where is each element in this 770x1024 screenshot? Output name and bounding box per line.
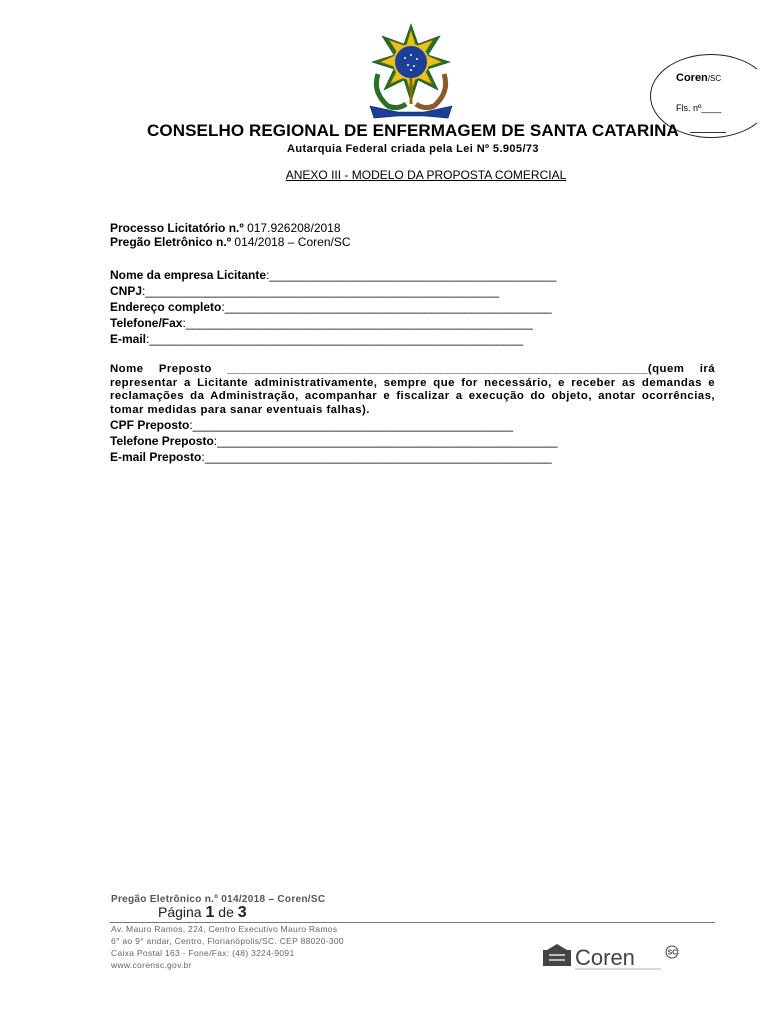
pregao-number: Pregão Eletrônico n.º 014/2018 – Coren/SC bbox=[110, 235, 351, 249]
cpf-preposto-field[interactable]: CPF Preposto:________________________________________________ bbox=[110, 418, 514, 432]
stamp-title: Coren/SC bbox=[676, 72, 722, 84]
page-subtitle: Autarquia Federal criada pela Lei Nº 5.905/73 bbox=[287, 143, 539, 155]
svg-text:SC: SC bbox=[667, 949, 678, 957]
coren-logo bbox=[543, 944, 683, 972]
page-number: Página 1 de 3 bbox=[158, 904, 247, 921]
annex-title: ANEXO III - MODELO DA PROPOSTA COMERCIAL bbox=[285, 168, 567, 182]
coren-logo-icon bbox=[543, 944, 683, 972]
footer-pregao: Pregão Eletrônico n.º 014/2018 – Coren/SC bbox=[111, 894, 326, 905]
address-field[interactable]: Endereço completo:_________________________________________________ bbox=[110, 300, 552, 314]
email-field[interactable]: E-mail:________________________________________________________ bbox=[110, 332, 524, 346]
cnpj-field[interactable]: CNPJ:_____________________________________________________ bbox=[110, 284, 500, 298]
phone-preposto-field[interactable]: Telefone Preposto:___________________________________________________ bbox=[110, 434, 558, 448]
footer-divider bbox=[110, 922, 715, 923]
address-line: 6° ao 9° andar, Centro, Florianópolis/SC. CEP 88020-300 bbox=[111, 936, 344, 946]
address-line: Av. Mauro Ramos, 224, Centro Executivo Mauro Ramos bbox=[111, 924, 338, 934]
website-link[interactable]: www.corensc.gov.br bbox=[111, 960, 192, 970]
stamp-sheet-number: Fls. nº____ bbox=[676, 103, 722, 113]
email-preposto-field[interactable]: E-mail Preposto:____________________________________________________ bbox=[110, 450, 552, 464]
company-name-field[interactable]: Nome da empresa Licitante:___________________________________________ bbox=[110, 268, 557, 282]
page-title: CONSELHO REGIONAL DE ENFERMAGEM DE SANTA CATARINA bbox=[147, 121, 679, 140]
brazil-coat-of-arms-icon bbox=[358, 22, 464, 122]
phone-fax-field[interactable]: Telefone/Fax:____________________________________________________ bbox=[110, 316, 533, 330]
title-rule bbox=[690, 132, 726, 133]
svg-text:Coren: Coren bbox=[575, 945, 635, 970]
address-line: Caixa Postal 163 - Fone/Fax: (48) 3224-9091 bbox=[111, 948, 295, 958]
process-number: Processo Licitatório n.º 017.926208/2018 bbox=[110, 221, 341, 235]
preposto-paragraph: Nome Preposto ______________________________________________________________(quem irá representar a Licitante administrativamente, sempre que for necessário, e receber as demandas e reclamações da Administração, acompanhar e fiscalizar a execução do objeto, anotar ocorrências, tomar medidas para sanar eventuais falhas). bbox=[110, 363, 715, 416]
